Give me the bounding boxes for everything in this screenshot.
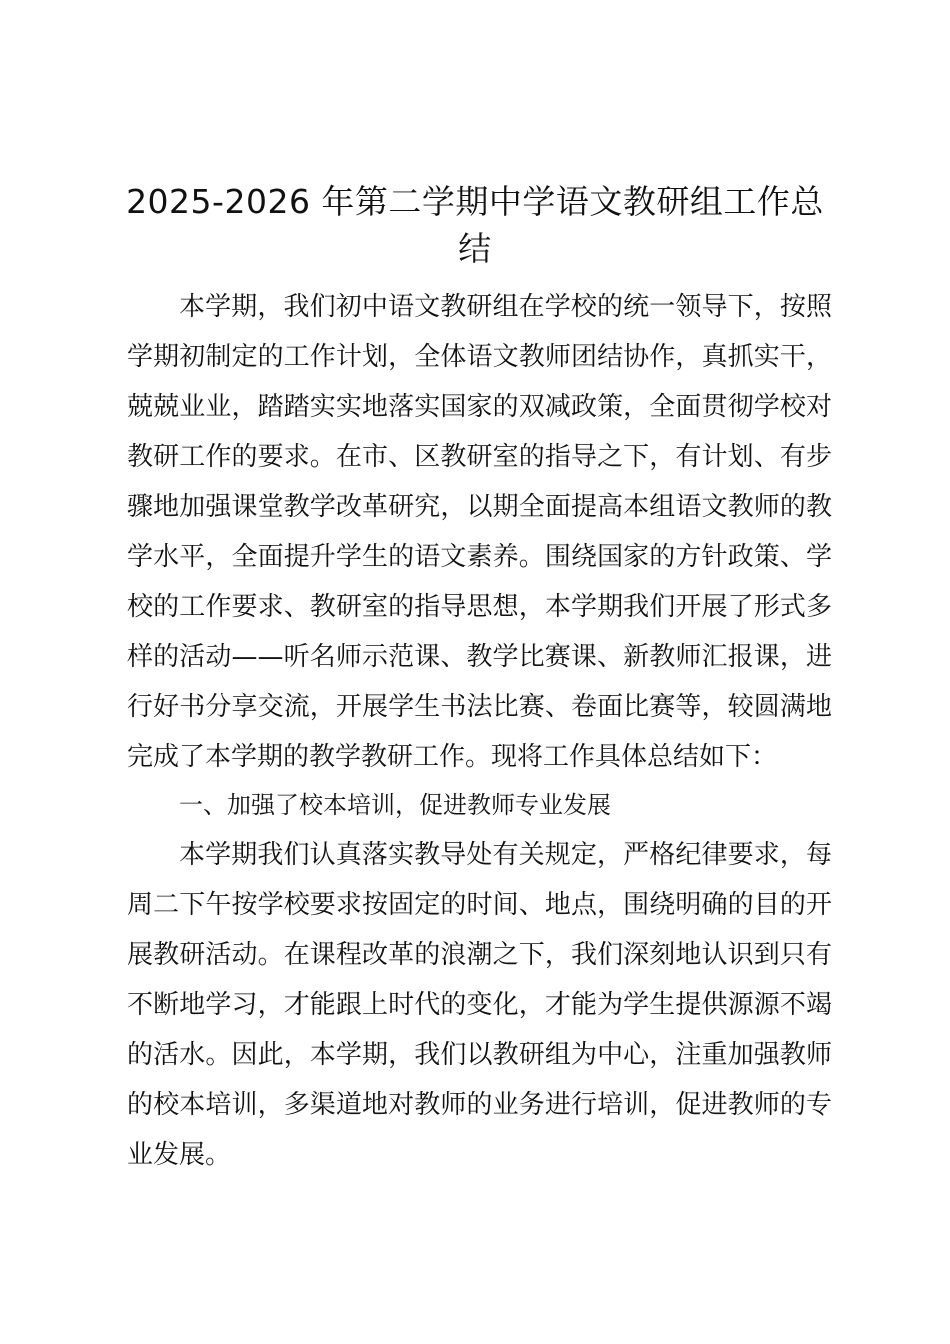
intro-paragraph: 本学期，我们初中语文教研组在学校的统一领导下，按照学期初制定的工作计划，全体语文教师团结协作，真抓实干，兢兢业业，踏踏实实地落实国家的双减政策，全面贯彻学校对教研工作的要求。在市、区教研室的指导之下，有计划、有步骤地加强课堂教学改革研究，以期全面提高本组语文教师的教学水平，全面提升学生的语文素养。围绕国家的方针政策、学校的工作要求、教研室的指导思想，本学期我们开展了形式多样的活动——听名师示范课、教学比赛课、新教师汇报课，进行好书分享交流，开展学生书法比赛、卷面比赛等，较圆满地完成了本学期的教学教研工作。现将工作具体总结如下： bbox=[127, 292, 832, 772]
document-title: 2025-2026 年第二学期中学语文教研组工作总结 bbox=[126, 182, 824, 268]
section-heading: 一、加强了校本培训，促进教师专业发展 bbox=[179, 791, 611, 819]
section-paragraph: 本学期我们认真落实教导处有关规定，严格纪律要求，每周二下午按学校要求按固定的时间、地点，围绕明确的目的开展教研活动。在课程改革的浪潮之下，我们深刻地认识到只有不断地学习，才能跟上时代的变化，才能为学生提供源源不竭的活水。因此，本学期，我们以教研组为中心，注重加强教师的校本培训，多渠道地对教师的业务进行培训，促进教师的专业发展。 bbox=[127, 840, 832, 1170]
